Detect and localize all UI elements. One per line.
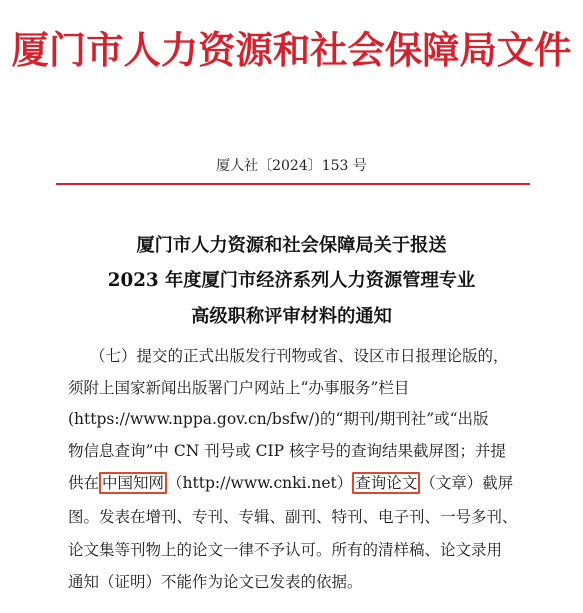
body-line-4: 物信息查询”中 CN 刊号或 CIP 核字号的查询结果截屏图；并提 [68, 442, 506, 460]
body-line-5-prefix: 供在 [68, 474, 100, 492]
highlight-cnki: 中国知网 [99, 472, 167, 494]
body-line-5 [68, 472, 513, 494]
document-number: 厦人社〔2024〕153 号 [216, 158, 367, 174]
body-line-3: (https://www.nppa.gov.cn/bsfw/)的“期刊/期刊社”或“出版 [68, 410, 489, 428]
highlight-search-paper: 查询论文 [352, 472, 420, 494]
body-line-7: 论文集等刊物上的论文一律不予认可。所有的清样稿、论文录用 [68, 541, 503, 559]
body-line-5-url: （http://www.cnki.net） [167, 474, 353, 492]
masthead-title: 厦门市人力资源和社会保障局文件 [11, 28, 572, 72]
body-line-6: 图。发表在增刊、专刊、专辑、副刊、特刊、电子刊、一号多刊、 [68, 508, 518, 526]
body-line-2: 须附上国家新闻出版署门户网站上“办事服务”栏目 [68, 379, 410, 397]
body-line-1: （七）提交的正式出版发行刊物或省、设区市日报理论版的， [90, 347, 509, 365]
body-line-5-suffix: （文章）截屏 [420, 474, 514, 492]
red-divider [56, 183, 530, 185]
body-line-8: 通知（证明）不能作为论文已发表的依据。 [68, 573, 363, 591]
notice-title-line-2: 2023 年度厦门市经济系列人力资源管理专业 [107, 270, 476, 291]
notice-title-line-3: 高级职称评审材料的通知 [191, 306, 392, 327]
notice-title-line-1: 厦门市人力资源和社会保障局关于报送 [136, 235, 447, 256]
